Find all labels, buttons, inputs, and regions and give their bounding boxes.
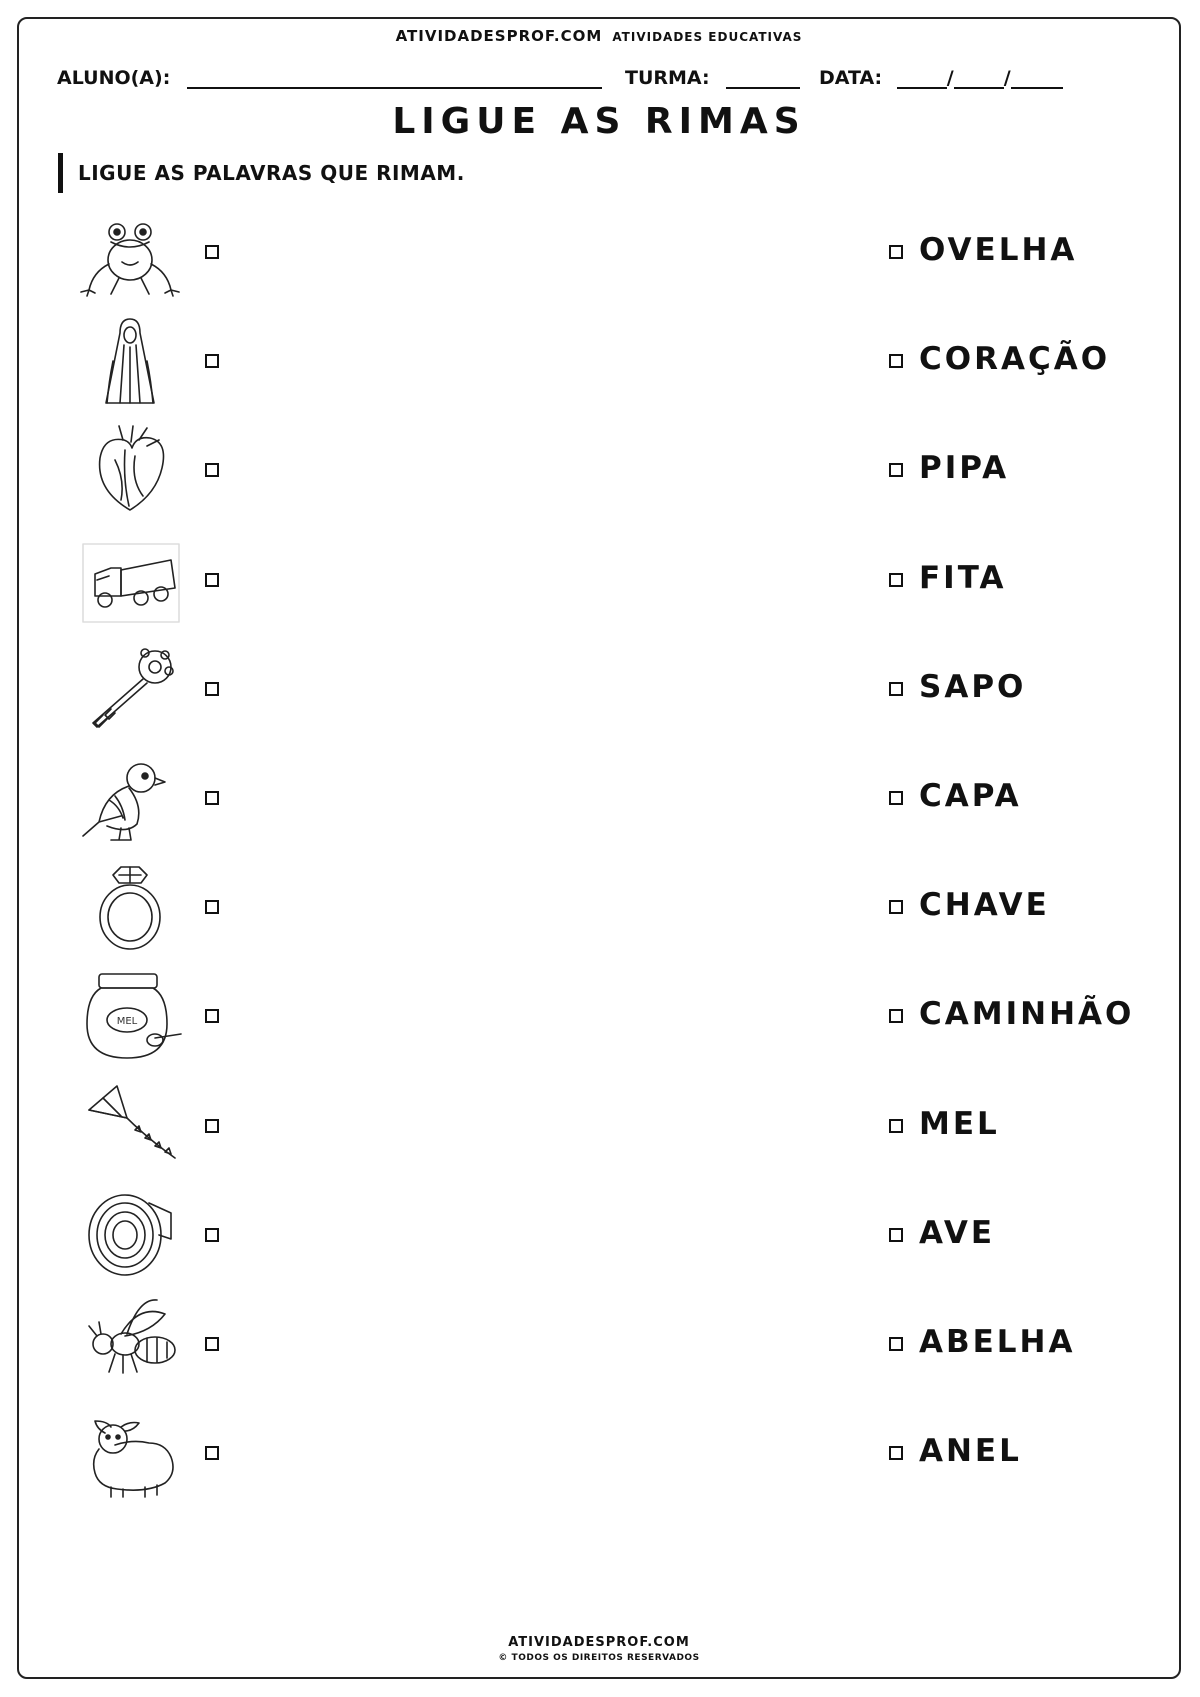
footer-site: ATIVIDADESPROF.COM [508, 1635, 690, 1650]
right-connect-box[interactable] [889, 791, 903, 805]
left-connect-box[interactable] [205, 1119, 219, 1133]
right-connect-box[interactable] [889, 1337, 903, 1351]
date-month-line[interactable] [954, 65, 1004, 89]
rhyme-word: FITA [919, 559, 1007, 596]
match-row [19, 1076, 1179, 1176]
truck-icon [75, 530, 185, 630]
date-day-line[interactable] [897, 65, 947, 89]
site-header [19, 27, 1179, 45]
match-row [19, 311, 1179, 411]
jar-label: MEL [116, 1016, 138, 1028]
right-connect-box[interactable] [889, 1446, 903, 1460]
right-connect-box[interactable] [889, 463, 903, 477]
left-connect-box[interactable] [205, 791, 219, 805]
match-row [19, 420, 1179, 520]
match-row [19, 857, 1179, 957]
match-row [19, 1294, 1179, 1394]
date-field [819, 65, 1063, 89]
match-row [19, 966, 1179, 1066]
cloak-icon [75, 311, 185, 411]
rhyme-word: OVELHA [919, 232, 1078, 268]
match-row [19, 748, 1179, 848]
footer-rights: © TODOS OS DIREITOS RESERVADOS [498, 1653, 700, 1663]
rhyme-word: MEL [919, 1105, 1000, 1142]
rhyme-word: ANEL [919, 1433, 1022, 1470]
class-field [625, 65, 800, 89]
right-connect-box[interactable] [889, 682, 903, 696]
right-connect-box[interactable] [889, 354, 903, 368]
date-year-line[interactable] [1011, 65, 1063, 89]
bee-icon [75, 1294, 185, 1394]
right-connect-box[interactable] [889, 1009, 903, 1023]
date-label: DATA: [819, 67, 883, 89]
match-row [19, 202, 1179, 302]
left-connect-box[interactable] [205, 682, 219, 696]
date-slash: / [946, 67, 954, 89]
sheep-icon [75, 1403, 185, 1503]
worksheet-frame [17, 17, 1181, 1679]
left-connect-box[interactable] [205, 1446, 219, 1460]
right-connect-box[interactable] [889, 245, 903, 259]
left-connect-box[interactable] [205, 1228, 219, 1242]
left-connect-box[interactable] [205, 354, 219, 368]
left-connect-box[interactable] [205, 1009, 219, 1023]
page-title: LIGUE AS RIMAS [392, 101, 806, 142]
rhyme-word: CAMINHÃO [919, 996, 1135, 1033]
instruction: LIGUE AS PALAVRAS QUE RIMAM. [58, 153, 465, 193]
student-label: ALUNO(A): [57, 67, 171, 89]
class-label: TURMA: [625, 67, 710, 89]
match-row [19, 1185, 1179, 1285]
student-name-line[interactable] [187, 65, 602, 89]
date-slash: / [1003, 67, 1011, 89]
left-connect-box[interactable] [205, 573, 219, 587]
match-row [19, 530, 1179, 630]
heart-icon [75, 420, 185, 520]
site-name: ATIVIDADESPROF.COM [395, 27, 603, 45]
rhyme-word: CORAÇÃO [919, 341, 1111, 378]
match-row [19, 639, 1179, 739]
left-connect-box[interactable] [205, 900, 219, 914]
class-line[interactable] [726, 65, 800, 89]
page-footer [19, 1635, 1179, 1663]
left-connect-box[interactable] [205, 463, 219, 477]
site-tagline: ATIVIDADES EDUCATIVAS [612, 30, 803, 44]
right-connect-box[interactable] [889, 900, 903, 914]
key-icon [75, 639, 185, 739]
right-connect-box[interactable] [889, 573, 903, 587]
rhyme-word: ABELHA [919, 1324, 1076, 1360]
tape-icon [75, 1185, 185, 1285]
rhyme-word: SAPO [919, 668, 1027, 705]
rhyme-word: PIPA [919, 450, 1010, 487]
right-connect-box[interactable] [889, 1119, 903, 1133]
rhyme-word: AVE [919, 1214, 996, 1251]
rhyme-word: CAPA [919, 778, 1022, 814]
left-connect-box[interactable] [205, 245, 219, 259]
honey-jar-icon [75, 966, 185, 1066]
rhyme-word: CHAVE [919, 887, 1050, 924]
right-connect-box[interactable] [889, 1228, 903, 1242]
student-fields [57, 65, 1141, 95]
match-row [19, 1403, 1179, 1503]
frog-icon [75, 202, 185, 302]
student-field [57, 65, 602, 89]
left-connect-box[interactable] [205, 1337, 219, 1351]
kite-icon [75, 1076, 185, 1176]
bird-icon [75, 748, 185, 848]
ring-icon [75, 857, 185, 957]
